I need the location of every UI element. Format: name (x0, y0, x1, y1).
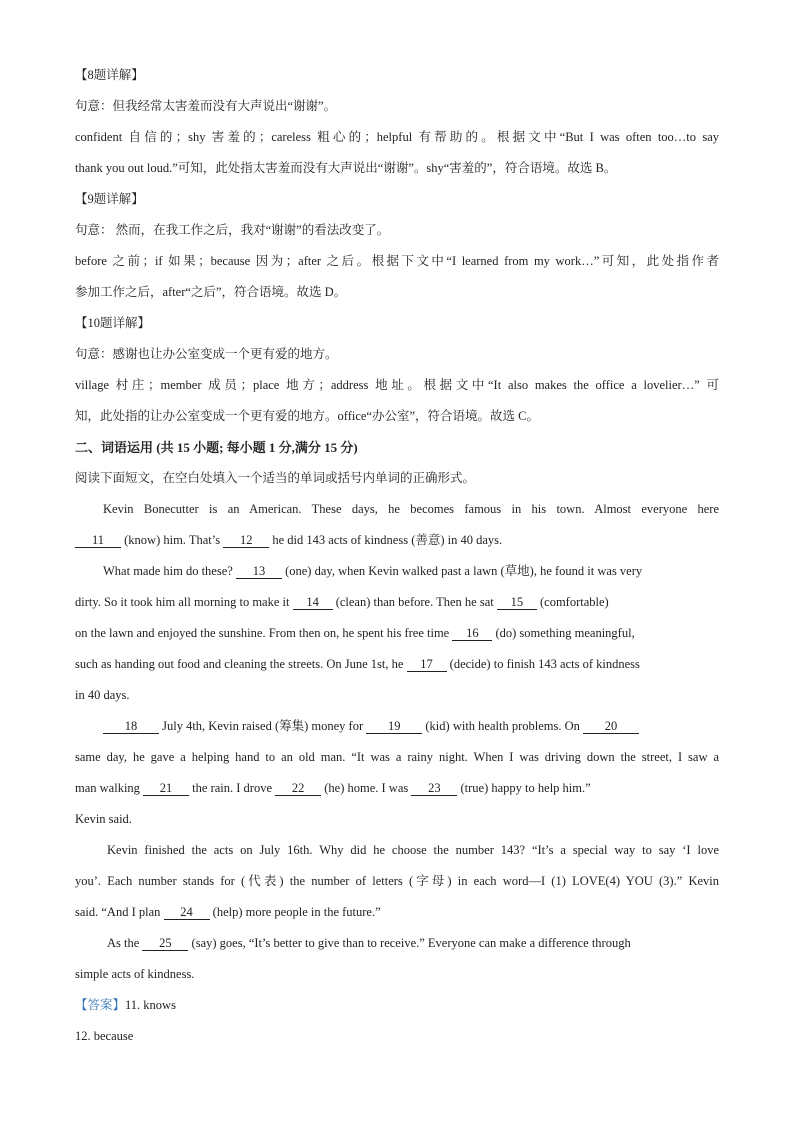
blank-12: 12 (223, 533, 269, 548)
blank-19: 19 (366, 719, 422, 734)
document-page (75, 60, 719, 1052)
blank-11: 11 (75, 533, 121, 548)
section-2-instruction: 阅读下面短文，在空白处填入一个适当的单词或括号内单词的正确形式。 (75, 471, 476, 485)
blank-17: 17 (407, 657, 447, 672)
q8-meaning: 句意：但我经常太害羞而没有大声说出“谢谢”。 (75, 99, 337, 113)
q10-explanation-line-1: village 村庄；member 成员；place 地方；address 地址。根据文中“It also makes the office a lovelier…” 可 (75, 378, 719, 392)
q9-meaning: 句意： 然而，在我工作之后，我对“谢谢”的看法改变了。 (75, 223, 390, 237)
passage-line: same day, he gave a helping hand to an old man. “It was a rainy night. When I was driving down the street, I saw a (75, 750, 719, 764)
blank-13: 13 (236, 564, 282, 579)
passage-line: man walking 21 the rain. I drove 22 (he) home. I was 23 (true) happy to help him.” (75, 781, 591, 795)
passage-line: Kevin finished the acts on July 16th. Why did he choose the number 143? “It’s a special way to say ‘I love (107, 843, 719, 857)
passage-line: simple acts of kindness. (75, 967, 195, 981)
passage-line: What made him do these? 13 (one) day, when Kevin walked past a lawn (草地), he found it was very (103, 564, 643, 578)
passage (75, 494, 719, 990)
blank-24: 24 (164, 905, 210, 920)
q10-header: 【10题详解】 (75, 316, 151, 330)
q8-explanation-line-1: confident 自信的；shy 害羞的；careless 粗心的；helpful 有帮助的。根据文中“But I was often too…to say (75, 130, 719, 144)
passage-line: 18 July 4th, Kevin raised (筹集) money for 19 (kid) with health problems. On 20 (75, 711, 719, 742)
passage-line: said. “And I plan 24 (help) more people in the future.” (75, 905, 381, 919)
blank-20: 20 (583, 719, 639, 734)
answer-12: 12. because (75, 1029, 134, 1043)
q9-explanation-line-1: before 之前；if 如果；because 因为；after 之后。根据下文中“I learned from my work…”可知，此处指作者 (75, 254, 719, 268)
answer-tag: 【答案】 (75, 998, 126, 1012)
q10-meaning: 句意：感谢也让办公室变成一个更有爱的地方。 (75, 347, 338, 361)
passage-line: As the 25 (say) goes, “It’s better to give than to receive.” Everyone can make a difference through (107, 936, 631, 950)
answer-11: 11. knows (125, 998, 176, 1012)
blank-23: 23 (411, 781, 457, 796)
passage-line: 11 (know) him. That’s 12 he did 143 acts of kindness (善意) in 40 days. (75, 525, 719, 556)
passage-line: in 40 days. (75, 688, 130, 702)
passage-line: dirty. So it took him all morning to make it 14 (clean) than before. Then he sat 15 (comfortable) (75, 595, 609, 609)
answer-line (75, 990, 719, 1021)
passage-line: you’. Each number stands for (代表) the number of letters (字母) in each word—I (1) LOVE(4) YOU (3).” Kevin (75, 874, 719, 888)
blank-25: 25 (142, 936, 188, 951)
q9-header: 【9题详解】 (75, 192, 144, 206)
q8-explanation-line-2: thank you out loud.”可知，此处指太害羞而没有大声说出“谢谢”。shy“害羞的”，符合语境。故选 B。 (75, 161, 617, 175)
q8-header: 【8题详解】 (75, 68, 144, 82)
blank-22: 22 (275, 781, 321, 796)
blank-15: 15 (497, 595, 537, 610)
q10-explanation-line-2: 知，此处指的让办公室变成一个更有爱的地方。office“办公室”，符合语境。故选 C。 (75, 409, 539, 423)
q9-explanation-line-2: 参加工作之后，after“之后”，符合语境。故选 D。 (75, 285, 347, 299)
passage-line: such as handing out food and cleaning the streets. On June 1st, he 17 (decide) to finish 143 acts of kindness (75, 657, 640, 671)
blank-21: 21 (143, 781, 189, 796)
passage-line: on the lawn and enjoyed the sunshine. From then on, he spent his free time 16 (do) something meaningful, (75, 626, 635, 640)
blank-18: 18 (103, 719, 159, 734)
passage-line: Kevin said. (75, 812, 132, 826)
passage-line: Kevin Bonecutter is an American. These days, he becomes famous in his town. Almost everyone here (103, 502, 719, 516)
section-2-title: 二、词语运用 (共 15 小题; 每小题 1 分,满分 15 分) (75, 440, 358, 455)
blank-16: 16 (452, 626, 492, 641)
blank-14: 14 (293, 595, 333, 610)
